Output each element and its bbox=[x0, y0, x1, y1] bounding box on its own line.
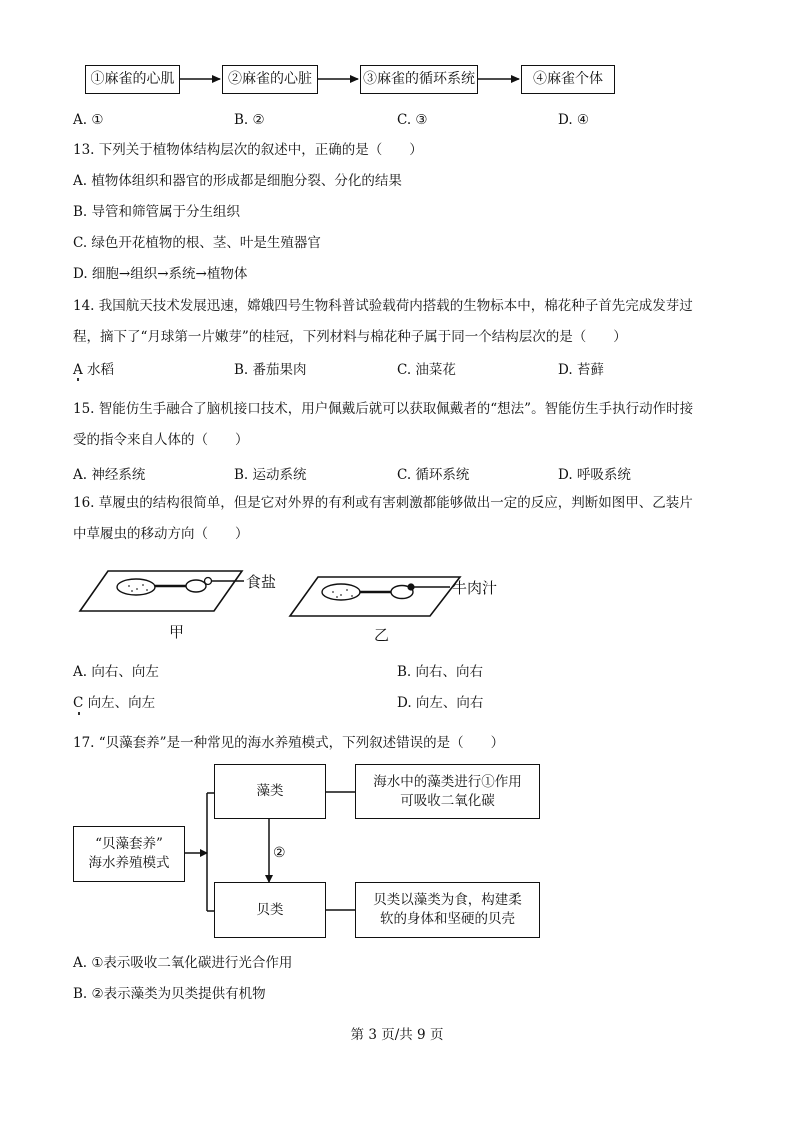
q16-option-d: D. 向左、向右 bbox=[397, 695, 484, 711]
arrow-label-2: ② bbox=[273, 845, 286, 861]
q15-option-b: B. 运动系统 bbox=[234, 467, 307, 483]
caption-yi: 乙 bbox=[374, 626, 390, 644]
q14-option-b: B. 番茄果肉 bbox=[234, 362, 307, 378]
flow-box-circulatory-system: ③麻雀的循环系统 bbox=[360, 65, 478, 94]
q14-option-c: C. 油菜花 bbox=[397, 362, 456, 378]
q13-option-a: A. 植物体组织和器官的形成都是细胞分裂、分化的结果 bbox=[73, 173, 402, 189]
q16-stem-line2: 中草履虫的移动方向（ ） bbox=[73, 526, 249, 542]
q12-option-c: C. ③ bbox=[397, 112, 428, 128]
q13-option-d: D. 细胞→组织→系统→植物体 bbox=[73, 266, 248, 282]
note-algae-line1: 海水中的藻类进行①作用 bbox=[373, 773, 522, 790]
q16-option-b: B. 向右、向右 bbox=[397, 664, 484, 680]
q17-stem: 17. “贝藻套养”是一种常见的海水养殖模式，下列叙述错误的是（ ） bbox=[73, 735, 505, 751]
note-shellfish-line2: 软的身体和坚硬的贝壳 bbox=[380, 911, 515, 927]
q14-option-d: D. 苔藓 bbox=[558, 362, 604, 378]
q16-option-c: C 向左、向左 bbox=[73, 695, 156, 711]
q17-option-a: A. ①表示吸收二氧化碳进行光合作用 bbox=[73, 955, 293, 971]
q15-option-d: D. 呼吸系统 bbox=[558, 467, 631, 483]
flow-box-heart-muscle: ①麻雀的心肌 bbox=[85, 65, 180, 94]
box-aquaculture-line2: 海水养殖模式 bbox=[88, 855, 170, 871]
box-algae: 藻类 bbox=[214, 764, 326, 819]
label-salt: 食盐 bbox=[246, 573, 277, 591]
box-shellfish: 贝类 bbox=[214, 882, 326, 938]
page-footer: 第 3 页/共 9 页 bbox=[350, 1027, 444, 1043]
q13-option-b: B. 导管和筛管属于分生组织 bbox=[73, 204, 241, 220]
q12-option-d: D. ④ bbox=[558, 112, 590, 128]
q14-option-a: A 水稻 bbox=[73, 362, 115, 378]
note-shellfish-line1: 贝类以藻类为食，构建柔 bbox=[373, 892, 522, 908]
note-shellfish bbox=[355, 882, 540, 938]
q15-stem-line2: 受的指令来自人体的（ ） bbox=[73, 432, 249, 448]
flow-box-individual: ④麻雀个体 bbox=[521, 65, 615, 94]
q14-stem-line2: 程，摘下了“月球第一片嫩芽”的桂冠，下列材料与棉花种子属于同一个结构层次的是（ ） bbox=[73, 329, 627, 345]
q12-option-a: A. ① bbox=[73, 112, 104, 128]
box-aquaculture-line1: “贝藻套养” bbox=[95, 836, 163, 852]
q15-stem-line1: 15. 智能仿生手融合了脑机接口技术，用户佩戴后就可以获取佩戴者的“想法”。智能仿生手执行动作时接 bbox=[73, 401, 694, 417]
q17-option-b: B. ②表示藻类为贝类提供有机物 bbox=[73, 986, 266, 1002]
q16-stem-line1: 16. 草履虫的结构很简单，但是它对外界的有利或有害刺激都能够做出一定的反应，判断如图甲、乙装片 bbox=[73, 495, 693, 511]
note-algae bbox=[355, 764, 540, 819]
q13-stem: 13. 下列关于植物体结构层次的叙述中，正确的是（ ） bbox=[73, 142, 423, 158]
box-aquaculture-mode bbox=[73, 826, 185, 882]
q15-option-a: A. 神经系统 bbox=[73, 467, 146, 483]
q12-option-b: B. ② bbox=[234, 112, 265, 128]
q14-stem-line1: 14. 我国航天技术发展迅速，嫦娥四号生物科普试验载荷内搭载的生物标本中，棉花种子首先完成发芽过 bbox=[73, 298, 693, 314]
q13-option-c: C. 绿色开花植物的根、茎、叶是生殖器官 bbox=[73, 235, 321, 251]
note-algae-line2: 可吸收二氧化碳 bbox=[400, 792, 495, 809]
caption-jia: 甲 bbox=[169, 623, 185, 641]
label-beef-broth: 牛肉汁 bbox=[452, 579, 498, 597]
q16-option-a: A. 向右、向左 bbox=[73, 664, 159, 680]
flow-box-heart: ②麻雀的心脏 bbox=[222, 65, 318, 94]
q15-option-c: C. 循环系统 bbox=[397, 467, 470, 483]
